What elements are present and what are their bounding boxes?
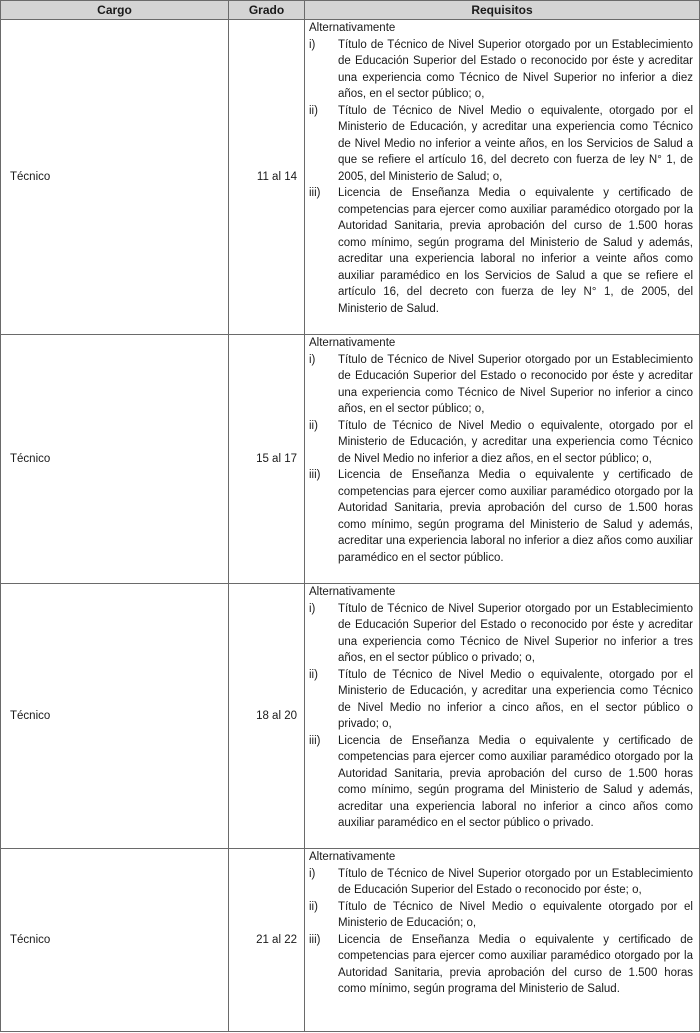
- requisitos-intro: Alternativamente: [309, 22, 396, 34]
- requisito-item: [309, 467, 693, 566]
- requisitos-cell: [305, 20, 700, 335]
- requisitos-cell: [305, 584, 700, 849]
- header-grado: Grado: [229, 1, 305, 20]
- requisito-item: [309, 601, 693, 667]
- item-text: Título de Técnico de Nivel Medio o equivalente, otorgado por el Ministerio de Educación, y acreditar una experiencia como Técnico de Nivel Medio no inferior a veinte años, en los Servicios de Salud a que se refiere el artículo 16, del decreto con fuerza de ley N° 1, de 2005, del Ministerio de Salud; o,: [338, 104, 693, 183]
- header-requisitos: Requisitos: [305, 1, 700, 20]
- requisitos-intro: Alternativamente: [309, 851, 396, 863]
- item-text: Título de Técnico de Nivel Medio o equivalente otorgado por el Ministerio de Educación; o,: [338, 900, 693, 929]
- requisito-item: [309, 103, 693, 186]
- cargo-cell: Técnico: [1, 335, 229, 584]
- requisitos-intro: Alternativamente: [309, 337, 396, 349]
- item-number: iii): [309, 469, 321, 481]
- table-row: [1, 849, 700, 1032]
- requisito-item: [309, 866, 693, 899]
- grado-cell: 11 al 14: [229, 20, 305, 335]
- item-number: i): [309, 602, 316, 615]
- item-text: Licencia de Enseñanza Media o equivalente y certificado de competencias para ejercer como auxiliar paramédico otorgado por la Autoridad Sanitaria, previa aprobación del curso de 1.500 horas como mínimo, según programa del Ministerio de Salud y además, acreditar una experiencia laboral no inferior a diez años como auxiliar paramédico en el sector público.: [338, 469, 693, 564]
- item-text: Título de Técnico de Nivel Superior otorgado por un Establecimiento de Educación Superior del Estado o reconocido por éste y acreditar una experiencia como Técnico de Nivel Superior no inferior a diez años, en el sector público; o,: [338, 38, 693, 100]
- item-number: iii): [309, 187, 321, 199]
- item-text: Título de Técnico de Nivel Superior otorgado por un Establecimiento de Educación Superior del Estado o reconocido por éste y acreditar una experiencia como Técnico de Nivel Superior no inferior a tres años, en el sector público o privado; o,: [338, 602, 693, 664]
- item-text: Título de Técnico de Nivel Medio o equivalente, otorgado por el Ministerio de Educación, y acreditar una experiencia como Técnico de Nivel Medio no inferior a cinco años, en el sector público o privado; o,: [338, 668, 693, 730]
- table-row: [1, 20, 700, 335]
- requisito-item: [309, 185, 693, 317]
- item-text: Título de Técnico de Nivel Superior otorgado por un Establecimiento de Educación Superior del Estado o reconocido por éste; o,: [338, 867, 693, 896]
- requisito-item: [309, 733, 693, 832]
- grado-cell: 18 al 20: [229, 584, 305, 849]
- item-text: Licencia de Enseñanza Media o equivalente y certificado de competencias para ejercer como auxiliar paramédico otorgado por la Autoridad Sanitaria, previa aprobación del curso de 1.500 horas como mínimo, según programa del Ministerio de Salud y además, acreditar una experiencia laboral no inferior a cinco años como auxiliar paramédico en el sector público o privado.: [338, 734, 693, 829]
- grado-cell: 21 al 22: [229, 849, 305, 1032]
- item-text: Licencia de Enseñanza Media o equivalente y certificado de competencias para ejercer como auxiliar paramédico otorgado por la Autoridad Sanitaria, previa aprobación del curso de 1.500 horas como mínimo, según programa del Ministerio de Salud.: [338, 933, 693, 995]
- item-number: i): [309, 353, 316, 366]
- item-number: iii): [309, 734, 321, 747]
- grado-cell: 15 al 17: [229, 335, 305, 584]
- requisitos-cell: [305, 335, 700, 584]
- header-cargo: Cargo: [1, 1, 229, 20]
- item-number: iii): [309, 933, 321, 946]
- cargo-cell: Técnico: [1, 20, 229, 335]
- requisitos-cell: [305, 849, 700, 1032]
- requisito-item: [309, 352, 693, 418]
- item-number: ii): [309, 104, 318, 117]
- requisito-item: [309, 667, 693, 733]
- table-row: [1, 584, 700, 849]
- item-number: i): [309, 38, 316, 51]
- requisito-item: [309, 932, 693, 998]
- header-row: [1, 1, 700, 20]
- item-text: Título de Técnico de Nivel Superior otorgado por un Establecimiento de Educación Superior del Estado o reconocido por éste y acreditar una experiencia como Técnico de Nivel Superior no inferior a cinco años, en el sector público; o,: [338, 353, 693, 415]
- requisitos-intro: Alternativamente: [309, 586, 396, 598]
- table-row: [1, 335, 700, 584]
- item-number: ii): [309, 900, 318, 913]
- requisito-item: [309, 899, 693, 932]
- requisito-item: [309, 37, 693, 103]
- requisito-item: [309, 418, 693, 468]
- cargo-cell: Técnico: [1, 849, 229, 1032]
- cargo-cell: Técnico: [1, 584, 229, 849]
- item-number: ii): [309, 419, 318, 432]
- item-number: i): [309, 867, 316, 880]
- item-text: Licencia de Enseñanza Media o equivalente y certificado de competencias para ejercer como auxiliar paramédico otorgado por la Autoridad Sanitaria, previa aprobación del curso de 1.500 horas como mínimo, según programa del Ministerio de Salud y además, acreditar una experiencia laboral no inferior a veinte años como auxiliar paramédico en los Servicios de Salud a que se refiere el artículo 16, del decreto con fuerza de ley N° 1, de 2005, del Ministerio de Salud.: [338, 187, 693, 315]
- item-number: ii): [309, 668, 318, 681]
- item-text: Título de Técnico de Nivel Medio o equivalente, otorgado por el Ministerio de Educación, y acreditar una experiencia como Técnico de Nivel Medio no inferior a diez años, en el sector público; o,: [338, 419, 693, 465]
